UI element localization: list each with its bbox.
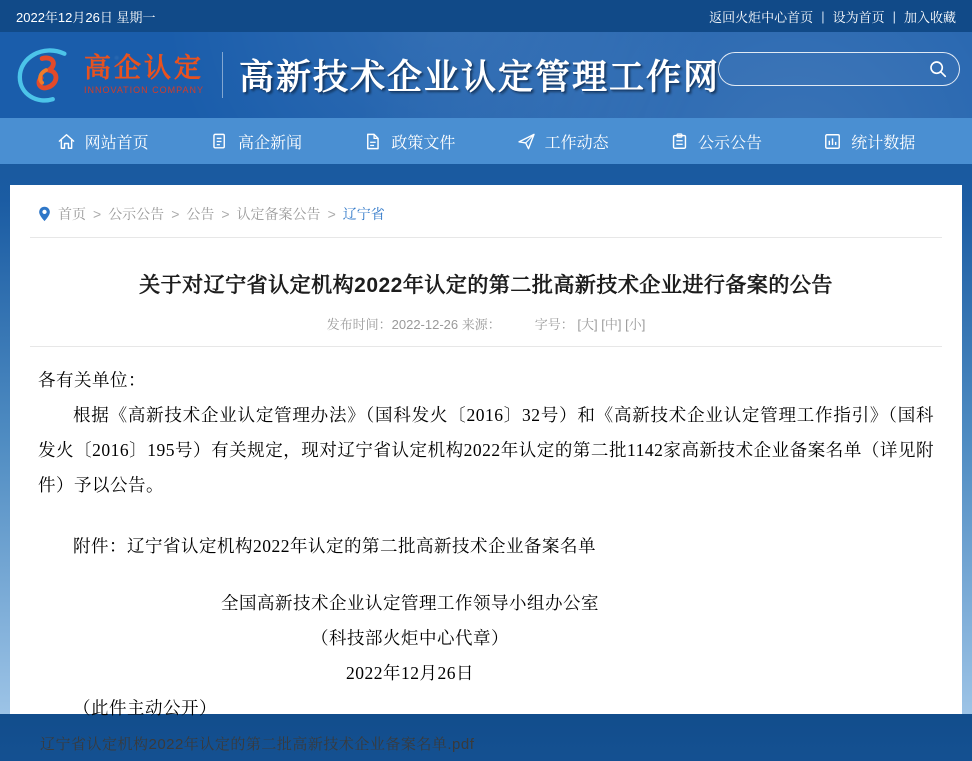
main-paragraph: 根据《高新技术企业认定管理办法》（国科发火〔2016〕32号）和《高新技术企业认定管理工作指引》（国科发火〔2016〕195号）有关规定，现对辽宁省认定机构2022年认定的第二批1142家高新技术企业备案名单（详见附件）予以公告。 — [38, 405, 934, 495]
site-title: 高新技术企业认定管理工作网 — [239, 58, 721, 97]
nav-item-label: 高企新闻 — [237, 134, 302, 152]
topbar-links — [709, 7, 956, 26]
breadcrumb-separator: > — [93, 206, 102, 222]
attachment-pdf-link[interactable]: 辽宁省认定机构2022年认定的第二批高新技术企业备案名单.pdf — [40, 736, 475, 753]
paper-plane-icon — [517, 132, 536, 151]
logo-text-block — [84, 55, 204, 95]
content-panel — [10, 185, 962, 753]
nav-item-home[interactable] — [57, 130, 149, 153]
search-icon — [928, 59, 948, 79]
breadcrumb-filing-notice[interactable]: 认定备案公告 — [236, 206, 321, 222]
search-button[interactable] — [927, 58, 949, 80]
nav-item-label: 政策文件 — [391, 134, 456, 152]
fontsize-small-button[interactable]: [小] — [625, 317, 646, 332]
signature-note: （科技部火炬中心代章） — [311, 628, 509, 648]
search-input[interactable] — [735, 53, 927, 85]
nav-item-label: 公示公告 — [697, 134, 762, 152]
news-icon — [210, 132, 229, 151]
nav-item-announcements[interactable] — [670, 130, 762, 153]
nav-item-dynamics[interactable] — [517, 130, 609, 153]
add-favorite-link[interactable]: 加入收藏 — [903, 9, 956, 25]
nav-item-policy[interactable] — [363, 130, 455, 153]
signature-org: 全国高新技术企业认定管理工作领导小组办公室 — [221, 593, 599, 613]
nav-item-label: 网站首页 — [84, 134, 149, 152]
signature-block — [38, 586, 934, 691]
nav-item-label: 工作动态 — [544, 134, 609, 152]
top-bar — [0, 0, 972, 32]
nav-item-label: 统计数据 — [851, 134, 916, 152]
location-pin-icon — [38, 206, 51, 222]
set-homepage-link[interactable]: 设为首页 — [832, 9, 885, 25]
home-icon — [57, 132, 76, 151]
current-date: 2022年12月26日 星期一 — [16, 9, 156, 25]
main-nav — [0, 118, 972, 164]
back-to-torch-home-link[interactable]: 返回火炬中心首页 — [709, 9, 814, 25]
site-logo[interactable] — [14, 44, 204, 106]
breadcrumb-announcements[interactable]: 公示公告 — [108, 206, 165, 222]
fontsize-label: 字号： — [534, 317, 574, 332]
fontsize-large-button[interactable]: [大] — [577, 317, 598, 332]
header-divider — [222, 52, 223, 98]
article-meta — [30, 314, 942, 347]
breadcrumb — [30, 185, 942, 238]
nav-item-news[interactable] — [210, 130, 302, 153]
breadcrumb-separator: > — [171, 206, 180, 222]
signature-date: 2022年12月26日 — [346, 663, 474, 683]
breadcrumb-separator: > — [221, 206, 230, 222]
breadcrumb-home[interactable]: 首页 — [58, 206, 86, 222]
article-title: 关于对辽宁省认定机构2022年认定的第二批高新技术企业进行备案的公告 — [139, 274, 833, 297]
nav-item-statistics[interactable] — [823, 130, 915, 153]
breadcrumb-liaoning[interactable]: 辽宁省 — [342, 206, 385, 222]
site-header — [0, 32, 972, 118]
topbar-separator: | — [821, 8, 825, 24]
publish-info: 发布时间：2022-12-26 来源： — [326, 317, 501, 332]
policy-icon — [363, 132, 382, 151]
logo-swoosh-icon — [14, 44, 76, 106]
breadcrumb-separator: > — [327, 206, 336, 222]
logo-text: 高企认定 — [84, 53, 204, 83]
statistics-icon — [823, 132, 842, 151]
salutation: 各有关单位： — [38, 370, 146, 390]
topbar-separator: | — [892, 8, 896, 24]
attachment-line: 附件：辽宁省认定机构2022年认定的第二批高新技术企业备案名单 — [73, 536, 596, 556]
article-body — [30, 363, 942, 761]
disclosure-note: （此件主动公开） — [73, 698, 217, 718]
search-box — [718, 52, 960, 86]
fontsize-medium-button[interactable]: [中] — [601, 317, 622, 332]
breadcrumb-notice[interactable]: 公告 — [186, 206, 215, 222]
logo-subtext: INNOVATION COMPANY — [84, 85, 205, 95]
announcement-icon — [670, 132, 689, 151]
